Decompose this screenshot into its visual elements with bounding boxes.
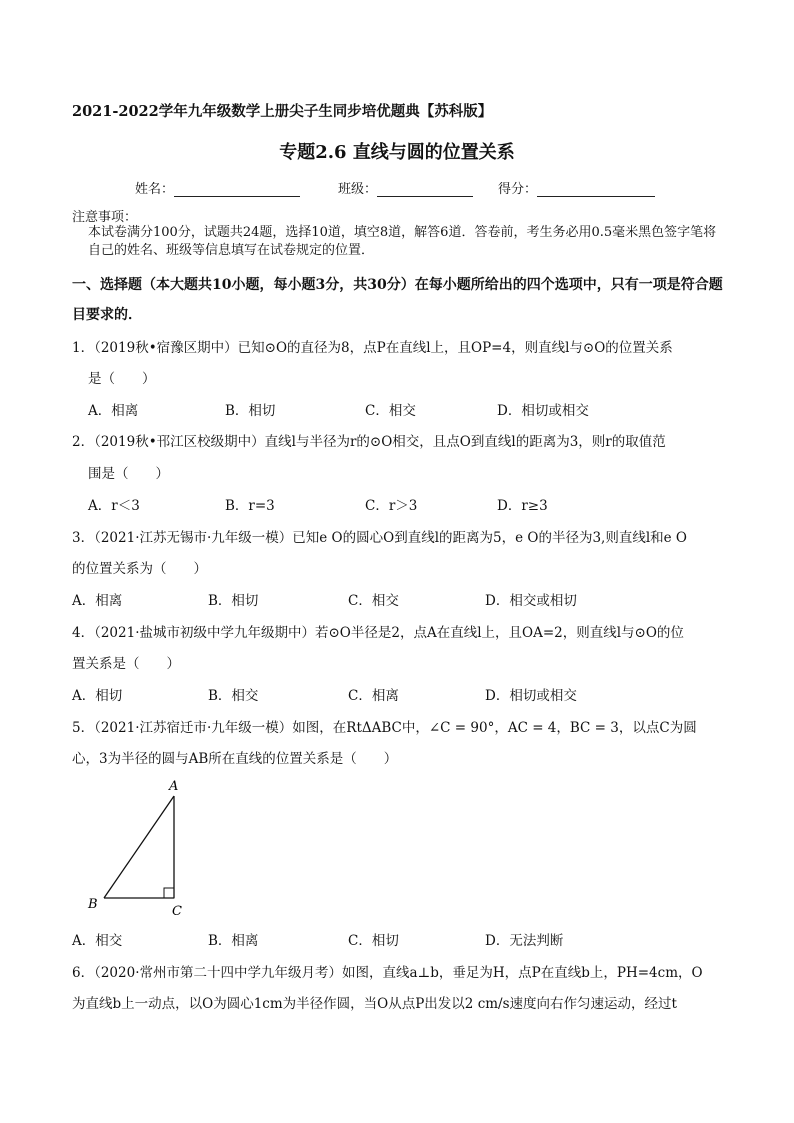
question-5-option-d: D．无法判断 — [485, 933, 564, 949]
question-1-option-b: B．相切 — [225, 403, 276, 419]
question-5-option-b: B．相离 — [208, 933, 259, 949]
score-blank — [537, 182, 655, 197]
question-3-option-a: A．相离 — [72, 593, 123, 609]
question-1-stem-cont: 是（ ） — [88, 371, 156, 387]
question-6-stem-cont: 为直线b上一动点，以O为圆心1cm为半径作圆，当O从点P出发以2 cm/s速度向右作匀速运动，经过t — [72, 996, 677, 1012]
question-2-option-b: B．r=3 — [225, 498, 275, 514]
vertex-a-label: A — [169, 779, 179, 794]
question-2-option-d: D．r≥3 — [497, 498, 548, 514]
right-triangle-figure — [80, 774, 200, 920]
name-field — [135, 178, 300, 197]
question-5-stem-cont: 心，3为半径的圆与AB所在直线的位置关系是（ ） — [72, 751, 398, 767]
class-blank — [377, 182, 473, 197]
question-3-option-c: C．相交 — [348, 593, 399, 609]
name-blank — [174, 182, 300, 197]
score-field — [498, 178, 655, 197]
question-1-option-c: C．相交 — [365, 403, 416, 419]
score-label: 得分： — [498, 182, 538, 197]
class-field — [338, 178, 473, 197]
question-4-stem-cont: 置关系是（ ） — [72, 656, 180, 672]
question-2-option-c: C．r＞3 — [365, 498, 418, 514]
right-angle-mark — [164, 888, 174, 898]
class-label: 班级： — [338, 182, 378, 197]
question-5-option-c: C．相切 — [348, 933, 399, 949]
notes-heading: 注意事项： — [72, 210, 138, 225]
question-2-stem: 2．（2019秋•邗江区校级期中）直线l与半径为r的⊙O相交，且点O到直线l的距离为3，则r的取值范 — [72, 434, 666, 450]
question-2-stem-cont: 围是（ ） — [88, 466, 169, 482]
section-heading: 一、选择题（本大题共10小题，每小题3分，共30分）在每小题所给出的四个选项中，只有一项是符合题目要求的． — [72, 277, 723, 323]
question-5-option-a: A．相交 — [72, 933, 123, 949]
document-header: 2021-2022学年九年级数学上册尖子生同步培优题典【苏科版】 — [72, 103, 493, 120]
question-1-stem: 1．（2019秋•宿豫区期中）已知⊙O的直径为8，点P在直线l上，且OP=4，则直线l与⊙O的位置关系 — [72, 340, 673, 356]
question-4-option-d: D．相切或相交 — [485, 688, 577, 704]
vertex-b-label: B — [88, 897, 98, 912]
question-3-option-d: D．相交或相切 — [485, 593, 577, 609]
vertex-c-label: C — [172, 904, 182, 919]
question-5-stem: 5．（2021·江苏宿迁市·九年级一模）如图，在RtΔABC中，∠C = 90°，AC = 4，BC = 3，以点C为圆 — [72, 720, 697, 736]
notes-body: 本试卷满分100分，试题共24题，选择10道，填空8道，解答6道．答卷前，考生务必用0.5毫米黑色签字笔将自己的姓名、班级等信息填写在试卷规定的位置． — [88, 225, 717, 258]
question-6-stem: 6．（2020·常州市第二十四中学九年级月考）如图，直线a⊥b，垂足为H，点P在直线b上，PH=4cm，O — [72, 965, 703, 981]
question-4-option-b: B．相交 — [208, 688, 259, 704]
question-2-option-a: A．r＜3 — [88, 498, 140, 514]
document-title: 专题2.6 直线与圆的位置关系 — [279, 142, 515, 163]
question-4-stem: 4．（2021·盐城市初级中学九年级期中）若⊙O半径是2，点A在直线l上，且OA=2，则直线l与⊙O的位 — [72, 625, 684, 641]
question-3-stem-cont: 的位置关系为（ ） — [72, 561, 207, 577]
question-4-option-a: A．相切 — [72, 688, 123, 704]
question-1-option-a: A．相离 — [88, 403, 139, 419]
question-3-option-b: B．相切 — [208, 593, 259, 609]
side-ab — [104, 796, 174, 898]
question-4-option-c: C．相离 — [348, 688, 399, 704]
question-1-option-d: D．相切或相交 — [497, 403, 589, 419]
name-label: 姓名： — [135, 182, 175, 197]
question-3-stem: 3．（2021·江苏无锡市·九年级一模）已知e O的圆心O到直线l的距离为5，e O的半径为3,则直线l和e O — [72, 530, 687, 546]
